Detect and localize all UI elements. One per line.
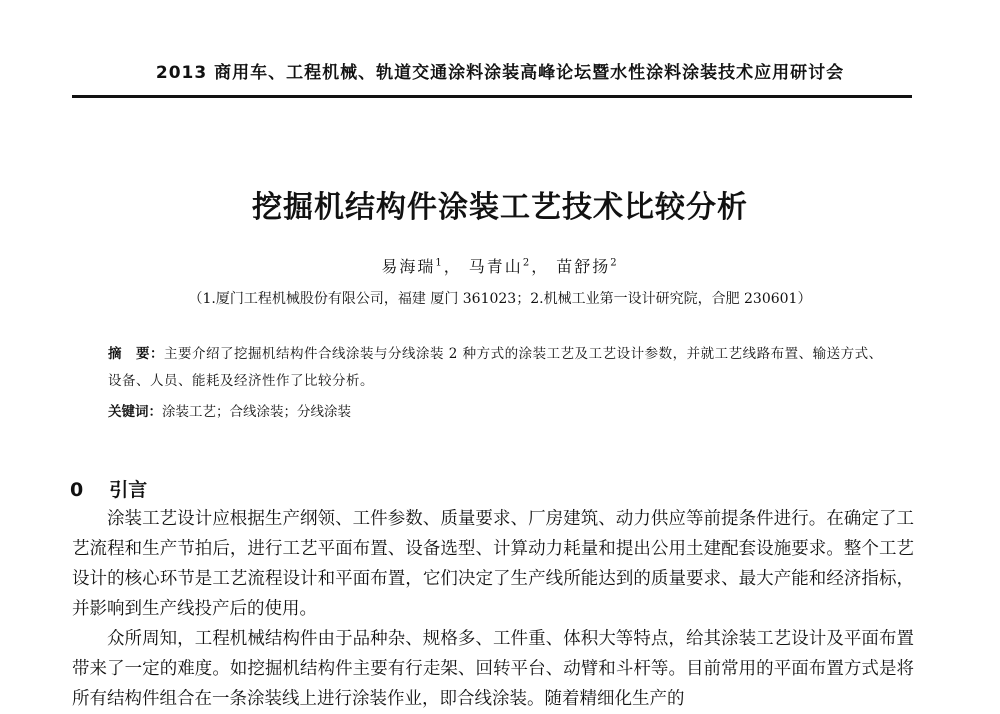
- keywords-text: 涂装工艺；合线涂装；分线涂装: [162, 404, 351, 420]
- paragraph: 涂装工艺设计应根据生产纲领、工件参数、质量要求、厂房建筑、动力供应等前提条件进行。在确定了工艺流程和生产节拍后，进行工艺平面布置、设备选型、计算动力耗量和提出公用土建配套设施要求。整个工艺设计的核心环节是工艺流程设计和平面布置，它们决定了生产线所能达到的质量要求、最大产能和经济指标，并影响到生产线投产后的使用。: [72, 509, 914, 619]
- abstract-label: 摘 要：: [108, 346, 164, 362]
- header-rule: [72, 95, 912, 98]
- paragraph: 众所周知，工程机械结构件由于品种杂、规格多、工件重、体积大等特点，给其涂装工艺设计及平面布置带来了一定的难度。如挖掘机结构件主要有行走架、回转平台、动臂和斗杆等。目前常用的平面布置方式是将所有结构件组合在一条涂装线上进行涂装作业，即合线涂装。随着精细化生产的: [72, 629, 914, 709]
- section-heading: [70, 475, 147, 502]
- affiliation: （1.厦门工程机械股份有限公司，福建 厦门 361023；2.机械工业第一设计研究院，合肥 230601）: [188, 291, 812, 307]
- section-title: 引言: [109, 479, 148, 501]
- abstract: [108, 341, 883, 395]
- author-affiliation-mark: 1: [435, 257, 444, 269]
- author-name: 苗舒扬: [556, 257, 611, 276]
- author-affiliation-mark: 2: [610, 257, 619, 269]
- paper-title: 挖掘机结构件涂装工艺技术比较分析: [252, 190, 748, 225]
- author-name: 马青山: [468, 257, 523, 276]
- author-name: 易海瑞: [381, 257, 436, 276]
- running-header: 2013 商用车、工程机械、轨道交通涂料涂装高峰论坛暨水性涂料涂装技术应用研讨会: [155, 63, 845, 83]
- body-text: [72, 504, 914, 714]
- keywords-label: 关键词：: [108, 404, 162, 420]
- keywords: [108, 399, 883, 426]
- author-affiliation-mark: 2: [522, 257, 532, 269]
- section-number: 0: [70, 479, 84, 501]
- author-list: 易海瑞$^1$， 马青山$^2$， 苗舒扬$^2$: [381, 257, 619, 276]
- abstract-text: 主要介绍了挖掘机结构件合线涂装与分线涂装 2 种方式的涂装工艺及工艺设计参数，并就工艺线路布置、输送方式、设备、人员、能耗及经济性作了比较分析。: [108, 346, 883, 389]
